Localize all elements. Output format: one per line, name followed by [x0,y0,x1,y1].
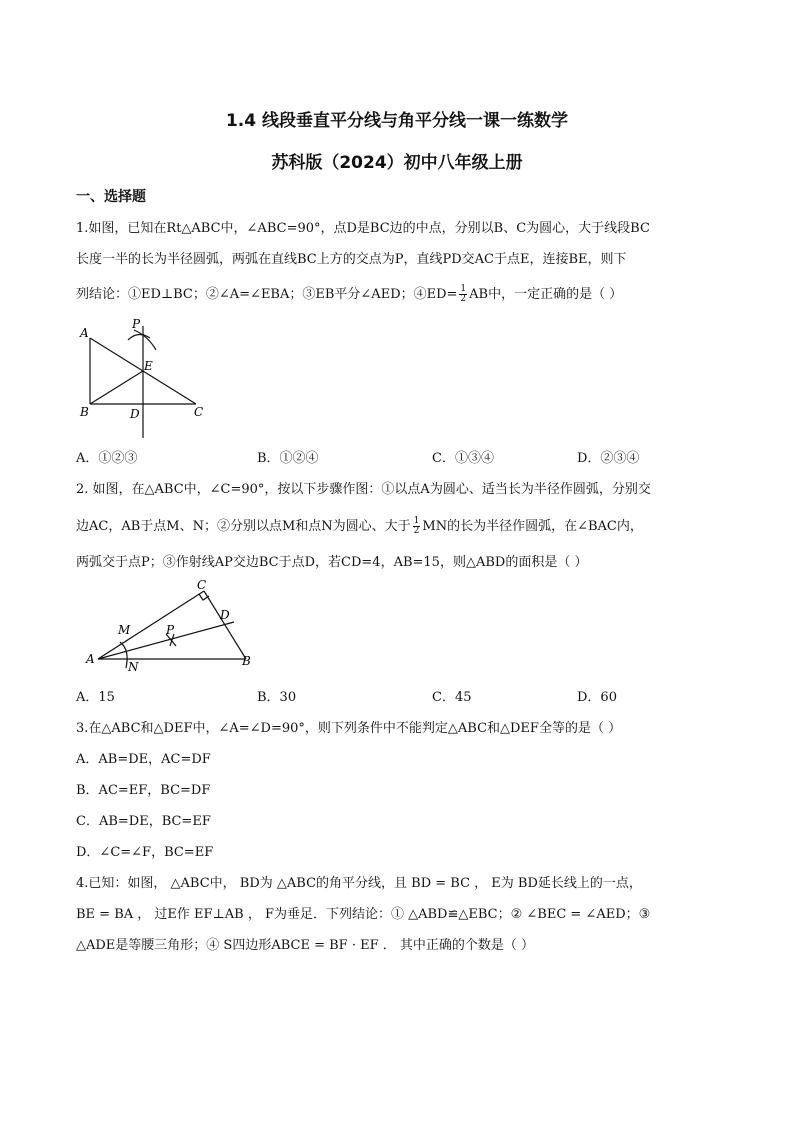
q2-line-3: 两弧交于点P；③作射线AP交边BC于点D，若CD=4，AB=15，则△ABD的面积是（ ） [76,555,588,570]
q1-line-2: 长度一半的长为半径圆弧，两弧在直线BC上方的交点为P，直线PD交AC于点E，连接BE，则下 [76,252,627,267]
q2-side-ac [98,591,204,659]
q2-line-1: 2. 如图，在△ABC中，∠C=90°，按以下步骤作图：①以点A为圆心、适当长为半径作圆弧，分别交 [76,482,651,497]
q2-figure [76,578,276,673]
q3-option-a: A．AB=DE，AC=DF [76,752,211,767]
q1-option-a: A．①②③ [76,451,138,466]
q1-frac-den: 2 [460,294,467,304]
q2-frac-den: 2 [413,526,420,536]
q1-figure [76,316,216,441]
q2-line-2b: MN的长为半径作圆弧，在∠BAC内， [422,519,643,534]
q1-label-e: E [144,359,153,373]
section-heading: 一、选择题 [76,189,146,205]
q1-label-d: D [130,407,140,421]
q4-line-2: BE = BA ， 过E作 EF⊥AB ， F为垂足．下列结论：① △ABD≌△EBC；② ∠BEC = ∠AED；③ [76,907,651,922]
title-line-1: 1.4 线段垂直平分线与角平分线一课一练数学 [225,111,569,131]
q1-label-a: A [80,326,89,340]
q3-option-d: D．∠C=∠F，BC=EF [76,845,214,860]
q2-label-d: D [220,608,230,622]
q2-option-a: A．15 [76,690,115,705]
q2-label-c: C [197,578,207,592]
q3-option-b: B．AC=EF，BC=DF [76,783,211,798]
q2-option-d: D．60 [577,690,617,705]
q1-option-b: B．①②④ [257,451,319,466]
q1-label-c: C [194,405,204,419]
q1-arc-2 [134,330,156,350]
q2-label-m: M [118,623,131,637]
q2-line-2a: 边AC，AB于点M、N；②分别以点M和点N为圆心、大于 [76,519,411,534]
q4-line-1: 4.已知：如图， △ABC中， BD为 △ABC的角平分线，且 BD = BC ， E为 BD延长线上的一点， [76,876,642,891]
q1-option-d: D．②③④ [577,451,640,466]
q1-option-c: C．①③④ [432,451,494,466]
q2-option-c: C．45 [432,690,472,705]
q1-label-b: B [80,405,89,419]
q2-right-angle [199,594,209,600]
q2-fraction [413,517,421,536]
q1-line-3 [76,283,622,304]
q1-line-1: 1.如图，已知在Rt△ABC中，∠ABC=90°，点D是BC边的中点，分别以B、C为圆心，大于线段BC [76,221,650,236]
q2-label-p: P [166,623,175,637]
q2-frac-num: 1 [413,516,420,526]
q2-option-b: B．30 [257,690,297,705]
q2-label-n: N [128,660,139,673]
q2-label-a: A [86,652,95,666]
q1-arc-1 [128,334,150,340]
title-line-2: 苏科版（2024）初中八年级上册 [271,153,523,173]
q2-label-b: B [242,654,251,668]
q2-arc-a [120,642,127,668]
q1-line-3b: AB中，一定正确的是（ ） [469,287,623,302]
q2-line-2 [76,515,643,536]
q4-line-3: △ADE是等腰三角形；④ S四边形ABCE = BF · EF ． 其中正确的个数是（ ） [76,938,534,953]
q1-line-3a: 列结论：①ED⊥BC；②∠A=∠EBA；③EB平分∠AED；④ED= [76,287,458,302]
q3-option-c: C．AB=DE，BC=EF [76,814,211,829]
q3-line-1: 3.在△ABC和△DEF中，∠A=∠D=90°，则下列条件中不能判定△ABC和△DEF全等的是（ ） [76,721,622,736]
q1-segment-be [90,371,143,404]
q1-frac-num: 1 [460,284,467,294]
q1-label-p: P [132,317,141,331]
q1-fraction [459,285,467,304]
